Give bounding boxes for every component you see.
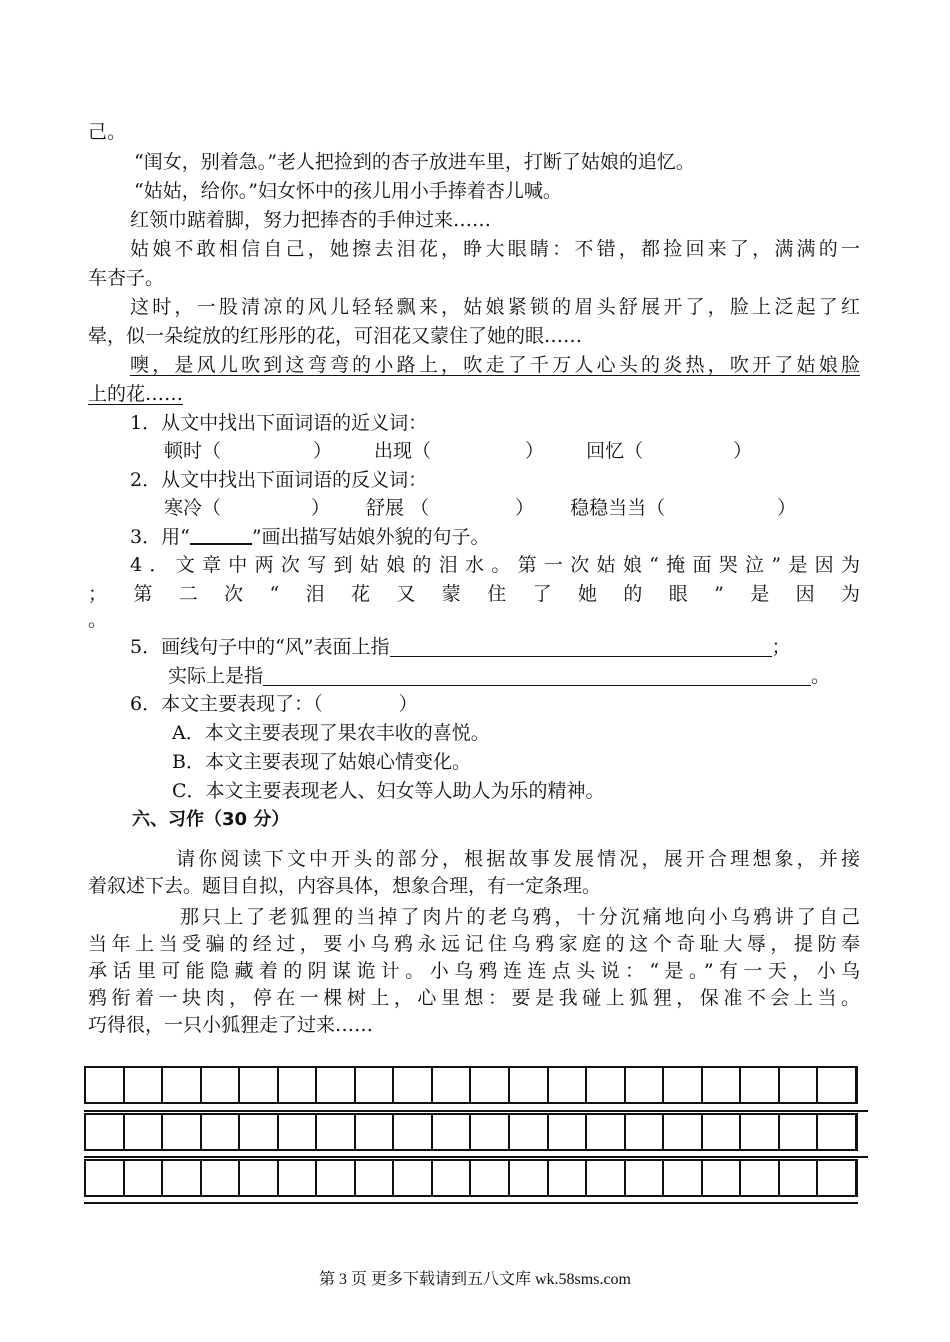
option-c: C．本文主要表现老人、妇女等人助人为乐的精神。 xyxy=(172,780,605,802)
row-separator xyxy=(84,1202,858,1204)
question-5-line: 实际上是指 。 xyxy=(168,665,831,687)
story-text: 承话里可能隐藏着的阴谋诡计。小乌鸦连连点头说：“是。”有一天，小乌 xyxy=(88,960,860,982)
question-4-line: ；第二次“泪花又蒙住了她的眼”是因为 xyxy=(88,583,860,605)
passage-line: 己。 xyxy=(88,121,127,143)
row-separator xyxy=(84,1110,868,1112)
passage-line: 这时，一股清凉的风儿轻轻飘来，姑娘紧锁的眉头舒展开了，脸上泛起了红 xyxy=(130,296,860,318)
question-4: 4．文章中两次写到姑娘的泪水。第一次姑娘“掩面哭泣”是因为 xyxy=(130,554,860,576)
underlined-sentence: 上的花…… xyxy=(88,383,184,405)
grid-row[interactable] xyxy=(84,1113,858,1151)
passage-line: 车杏子。 xyxy=(88,267,165,289)
story-text: 鸦衔着一块肉，停在一棵树上，心里想：要是我碰上狐狸，保准不会上当。 xyxy=(88,987,860,1009)
grid-row[interactable] xyxy=(84,1159,858,1197)
answer-line[interactable] xyxy=(390,636,772,657)
question-2-blanks: 寒冷（ ） 舒展 （ ） 稳稳当当（ ） xyxy=(164,497,797,519)
question-6: 6．本文主要表现了：（ ） xyxy=(130,693,418,715)
writing-prompt: 着叙述下去。题目自拟，内容具体，想象合理，有一定条理。 xyxy=(88,875,602,897)
story-text: 巧得很，一只小狐狸走了过来…… xyxy=(88,1014,374,1036)
passage-line: “姑姑，给你。”妇女怀中的孩儿用小手捧着杏儿喊。 xyxy=(134,180,562,202)
passage-line: “闺女，别着急。”老人把捡到的杏子放进车里，打断了姑娘的追忆。 xyxy=(134,151,695,173)
question-4-end: 。 xyxy=(88,609,108,631)
story-text: 当年上当受骗的经过，要小乌鸦永远记住乌鸦家庭的这个奇耻大辱，提防奉 xyxy=(88,933,860,955)
page-footer: 第 3 页 更多下载请到五八文库 wk.58sms.com xyxy=(318,1271,631,1288)
question-3: 3．用“ ”画出描写姑娘外貌的句子。 xyxy=(130,526,490,548)
story-text: 那只上了老狐狸的当掉了肉片的老乌鸦，十分沉痛地向小乌鸦讲了自己 xyxy=(180,906,860,928)
passage-line: 晕，似一朵绽放的红彤彤的花，可泪花又蒙住了她的眼…… xyxy=(88,325,583,347)
option-a: A．本文主要表现了果农丰收的喜悦。 xyxy=(172,722,490,744)
writing-prompt: 请你阅读下文中开头的部分，根据故事发展情况，展开合理想象，并接 xyxy=(176,848,860,870)
question-1: 1．从文中找出下面词语的近义词： xyxy=(130,412,428,434)
row-separator xyxy=(84,1156,868,1158)
question-5: 5．画线句子中的“风”表面上指 ； xyxy=(130,636,791,658)
passage-line: 姑娘不敢相信自己，她擦去泪花，睁大眼睛：不错，都捡回来了，满满的一 xyxy=(130,238,860,260)
writing-grid[interactable] xyxy=(84,1066,858,1206)
option-b: B．本文主要表现了姑娘心情变化。 xyxy=(172,751,471,773)
question-1-blanks: 顿时（ ） 出现（ ） 回忆（ ） xyxy=(164,440,753,462)
underlined-sentence: 噢，是风儿吹到这弯弯的小路上，吹走了千万人心头的炎热，吹开了姑娘脸 xyxy=(130,354,860,376)
section-heading: 六、习作（30 分） xyxy=(132,809,290,830)
answer-line[interactable] xyxy=(263,665,811,686)
grid-row[interactable] xyxy=(84,1066,858,1104)
passage-line: 红领巾踮着脚，努力把捧杏的手伸过来…… xyxy=(130,209,492,231)
question-2: 2．从文中找出下面词语的反义词： xyxy=(130,469,428,491)
underline-sample xyxy=(190,525,252,545)
